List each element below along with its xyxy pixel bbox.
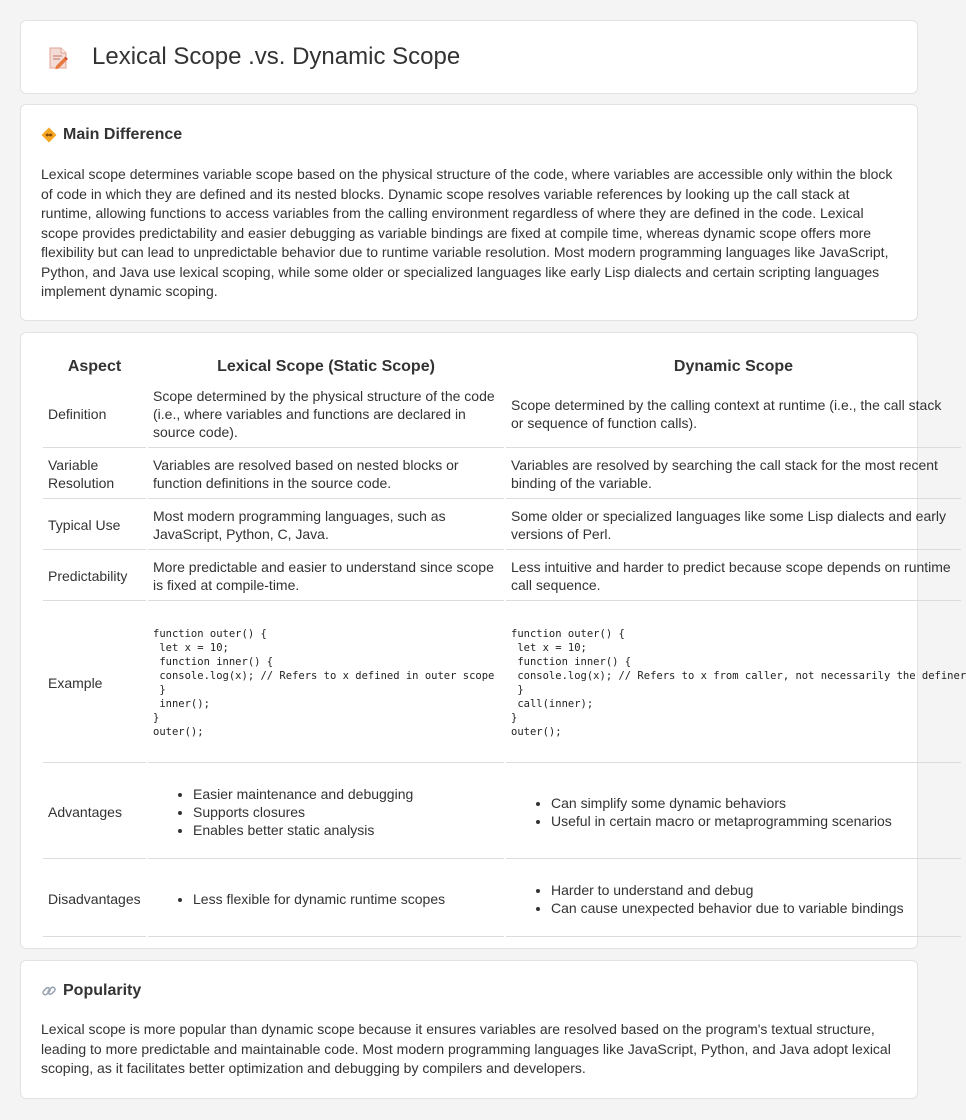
aspect-cell: Variable Resolution — [43, 450, 146, 499]
header-dynamic: Dynamic Scope — [673, 358, 794, 375]
lexical-advantages-list — [153, 785, 499, 839]
dynamic-code-cell — [506, 603, 966, 763]
list-item: • Supports closures — [193, 803, 499, 821]
diamond-arrows-icon — [41, 127, 57, 143]
list-item: • Enables better static analysis — [193, 821, 499, 839]
main-difference-section — [20, 104, 918, 321]
aspect-cell: Example — [43, 603, 146, 763]
table-row — [43, 381, 961, 448]
comparison-table-card — [20, 332, 966, 949]
lexical-cell: Most modern programming languages, such as JavaScript, Python, C, Java. — [148, 501, 504, 550]
lexical-cell: Variables are resolved based on nested blocks or function definitions in the source code. — [148, 450, 504, 499]
dynamic-cell: Scope determined by the calling context at runtime (i.e., the call stack or sequence of function calls). — [506, 381, 961, 448]
comparison-table — [41, 353, 966, 939]
aspect-cell: Advantages — [43, 765, 146, 859]
page-title: Lexical Scope .vs. Dynamic Scope — [92, 43, 461, 70]
main-difference-heading: Main Difference — [63, 126, 183, 143]
table-row — [43, 861, 961, 937]
document-pencil-icon — [47, 46, 69, 70]
dynamic-cell — [506, 861, 961, 937]
table-header-row — [43, 355, 961, 379]
table-row — [43, 450, 961, 499]
list-item: • Harder to understand and debug — [551, 881, 956, 899]
header-lexical: Lexical Scope (Static Scope) — [217, 358, 435, 375]
table-row — [43, 501, 961, 550]
lexical-cell: Scope determined by the physical structure of the code (i.e., where variables and functions are declared in source code). — [148, 381, 504, 448]
dynamic-cell: Variables are resolved by searching the call stack for the most recent binding of the variable. — [506, 450, 961, 499]
aspect-cell: Disadvantages — [43, 861, 146, 937]
lexical-cell — [148, 861, 504, 937]
table-row — [43, 603, 961, 763]
popularity-text: Lexical scope is more popular than dynamic scope because it ensures variables are resolved based on the program's textual structure, leading to more predictable and maintainable code. Most modern programming languages like JavaScript, Python, and Java adopt lexical scoping, as it facilitates better optimization and debugging by compilers and developers. — [41, 1021, 891, 1076]
popularity-section — [20, 960, 918, 1099]
list-item: • Less flexible for dynamic runtime scopes — [193, 890, 499, 908]
list-item: • Easier maintenance and debugging — [193, 785, 499, 803]
popularity-heading: Popularity — [63, 982, 142, 999]
main-difference-text: Lexical scope determines variable scope based on the physical structure of the code, where variables are accessible only within the block of code in which they are defined and its nested blocks. Dynamic scope resolves variable references by looking up the call stack at runtime, allowing functions to access variables from the calling environment regardless of where they are defined in the code. Lexical scope provides predictability and easier debugging as variable bindings are fixed at compile time, whereas dynamic scope offers more flexibility but can lead to unpredictable behavior due to runtime variable resolution. Most modern programming languages like JavaScript, Python, and Java use lexical scoping, while some older or specialized languages like early Lisp dialects and certain scripting languages implement dynamic scoping. — [41, 166, 893, 299]
title-card — [20, 20, 918, 94]
dynamic-cell: Some older or specialized languages like some Lisp dialects and early versions of Perl. — [506, 501, 961, 550]
list-item: • Useful in certain macro or metaprogramming scenarios — [551, 812, 956, 830]
list-item: • Can simplify some dynamic behaviors — [551, 794, 956, 812]
table-row — [43, 552, 961, 601]
dynamic-disadvantages-list — [511, 881, 956, 917]
list-item: • Can cause unexpected behavior due to variable bindings — [551, 899, 956, 917]
dynamic-advantages-list — [511, 794, 956, 830]
dynamic-cell: Less intuitive and harder to predict because scope depends on runtime call sequence. — [506, 552, 961, 601]
lexical-code-cell — [148, 603, 504, 763]
main-difference-heading-row — [41, 126, 182, 144]
aspect-cell: Predictability — [43, 552, 146, 601]
dynamic-code-example: function outer() { let x = 10; function inner() { console.log(x); // Refers to x from caller, not necessarily the definer } call(inner); } outer(); — [511, 627, 966, 738]
table-row — [43, 765, 961, 859]
aspect-cell: Typical Use — [43, 501, 146, 550]
lexical-code-example: function outer() { let x = 10; function inner() { console.log(x); // Refers to x defined in outer scope } inner(); } outer(); — [153, 627, 495, 738]
header-aspect: Aspect — [67, 358, 122, 375]
popularity-heading-row — [41, 982, 141, 1000]
lexical-cell: More predictable and easier to understand since scope is fixed at compile-time. — [148, 552, 504, 601]
link-icon — [41, 983, 57, 999]
lexical-cell — [148, 765, 504, 859]
lexical-disadvantages-list — [153, 890, 499, 908]
dynamic-cell — [506, 765, 961, 859]
aspect-cell: Definition — [43, 381, 146, 448]
